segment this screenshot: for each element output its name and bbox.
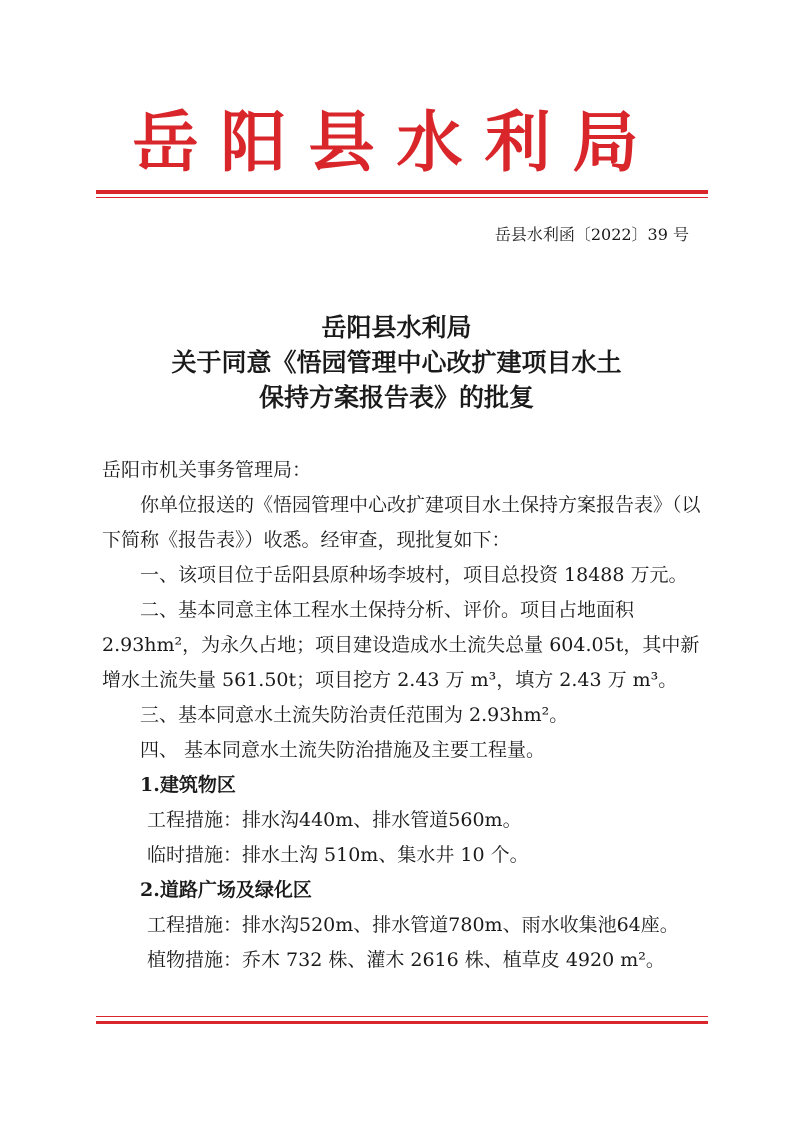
- title-line-3: 保持方案报告表》的批复: [258, 383, 534, 412]
- footer-rule-thick: [96, 1021, 708, 1024]
- letterhead-rule-thin: [96, 197, 708, 198]
- section-1-heading: 1.建筑物区: [140, 774, 236, 796]
- document-body: [102, 453, 702, 978]
- section-1-temporary: 临时措施：排水土沟 510m、集水井 10 个。: [147, 844, 529, 866]
- section-1-engineering: 工程措施：排水沟440m、排水管道560m。: [147, 809, 522, 831]
- title-line-2: 关于同意《悟园管理中心改扩建项目水土: [171, 348, 622, 377]
- document-number: 岳县水利函〔2022〕39 号: [494, 225, 689, 244]
- document-title: [0, 310, 793, 415]
- section-2-plant: 植物措施：乔木 732 株、灌木 2616 株、植草皮 4920 m²。: [147, 949, 665, 971]
- letterhead-rule-thick: [96, 190, 708, 194]
- paragraph-2: 二、基本同意主体工程水土保持分析、评价。项目占地面积2.93hm²，为永久占地；项目建设造成水土流失总量 604.05t，其中新增水土流失量 561.50t；项目挖方 2.43 万 m³，填方 2.43 万 m³。: [102, 599, 700, 691]
- salutation: 岳阳市机关事务管理局：: [102, 459, 312, 481]
- paragraph-4: 四、 基本同意水土流失防治措施及主要工程量。: [140, 739, 546, 761]
- paragraph-3: 三、基本同意水土流失防治责任范围为 2.93hm²。: [140, 704, 569, 726]
- agency-letterhead: 岳阳县水利局: [132, 103, 661, 181]
- footer-rule-thin: [96, 1016, 708, 1017]
- paragraph-1: 一、该项目位于岳阳县原种场李坡村，项目总投资 18488 万元。: [140, 564, 688, 586]
- title-line-1: 岳阳县水利局: [321, 313, 472, 342]
- section-2-heading: 2.道路广场及绿化区: [140, 879, 312, 901]
- intro-paragraph: 你单位报送的《悟园管理中心改扩建项目水土保持方案报告表》（以下简称《报告表》）收悉。经审查，现批复如下：: [102, 494, 701, 551]
- section-2-engineering: 工程措施：排水沟520m、排水管道780m、雨水收集池64座。: [147, 914, 679, 936]
